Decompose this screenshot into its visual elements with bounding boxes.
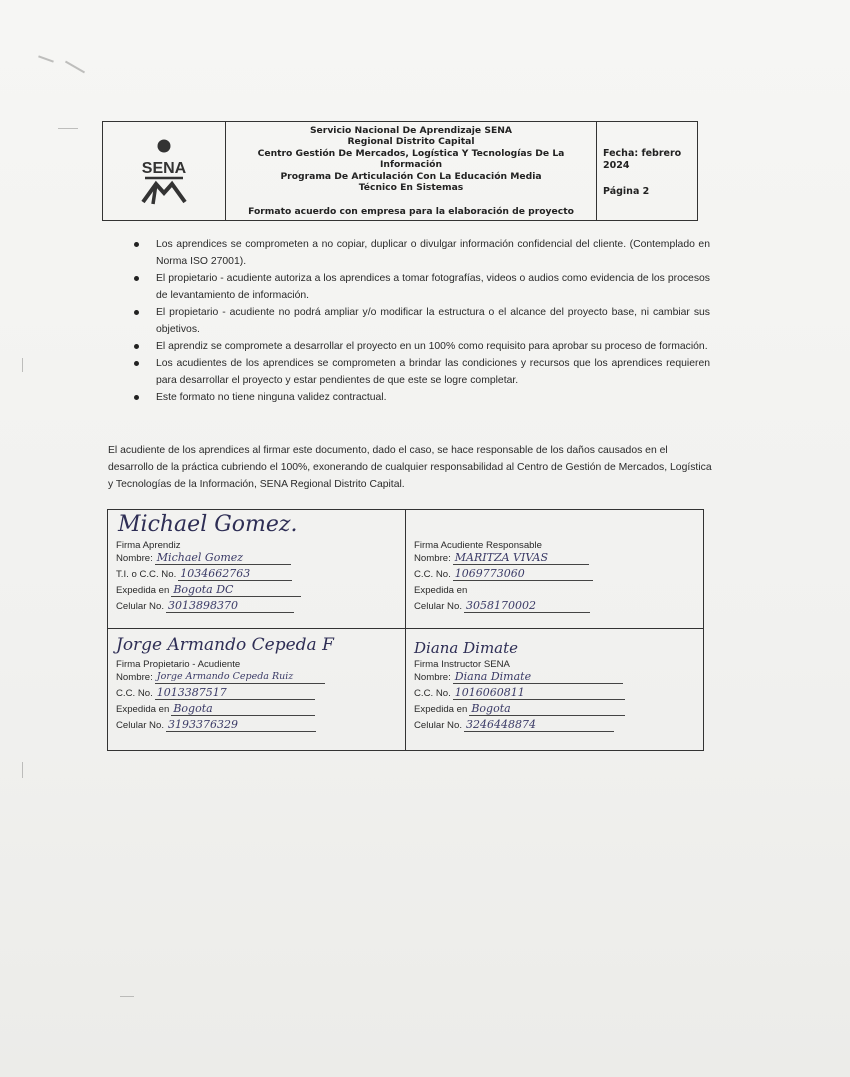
id-line: [116, 568, 292, 581]
phone-line: [414, 600, 590, 613]
scan-smudge: [38, 55, 54, 62]
phone-field: [464, 600, 590, 613]
phone-line: [414, 719, 614, 732]
name-label: Nombre:: [116, 672, 153, 683]
phone-field: [166, 600, 294, 613]
issued-label: Expedida en: [116, 704, 170, 715]
id-field: [453, 568, 593, 581]
date-label: Fecha: febrero: [603, 148, 682, 159]
issued-label: Expedida en: [116, 585, 170, 596]
phone-line: [116, 600, 294, 613]
phone-label: Celular No.: [414, 601, 462, 612]
id-label: T.I. o C.C. No.: [116, 569, 177, 580]
list-item-text: Los aprendices se comprometen a no copiar, duplicar o divulgar información confidencial del cliente. (Contemplado en Norma ISO 27001).: [156, 239, 710, 267]
id-line: [116, 687, 315, 700]
id-field: [155, 687, 315, 700]
id-label: C.C. No.: [414, 569, 451, 580]
list-item-text: El propietario - acudiente autoriza a los aprendices a tomar fotografías, videos o audios como evidencia de los procesos de levantamiento de información.: [156, 273, 710, 301]
handwritten-signature: Michael Gomez.: [118, 512, 298, 537]
bullet-icon: [134, 310, 139, 315]
scan-smudge: [58, 128, 78, 129]
list-item-text: El propietario - acudiente no podrá ampliar y/o modificar la estructura o el alcance del proyecto base, ni cambiar sus objetivos.: [156, 307, 710, 335]
id-value: 1013387517: [156, 686, 227, 699]
list-item-text: Los acudientes de los aprendices se comprometen a brindar las condiciones y recursos que los aprendices requieren para desarrollar el proyecto y estar pendientes de que este se logre completar.: [156, 358, 710, 386]
bullet-icon: [134, 276, 139, 281]
bullet-icon: [134, 361, 139, 366]
sena-logo: [103, 122, 226, 220]
issued-line: [414, 703, 625, 716]
name-line: [116, 552, 291, 565]
issued-label: Expedida en: [414, 585, 468, 596]
list-item-text: El aprendiz se compromete a desarrollar el proyecto en un 100% como requisito para aprobar su proceso de formación.: [156, 341, 708, 352]
issued-field: [469, 585, 595, 597]
institution-line: Técnico En Sistemas: [358, 182, 464, 194]
issued-value: Bogota DC: [173, 583, 234, 596]
institution-line: Programa De Articulación Con La Educación Media: [280, 170, 542, 182]
institution-line: Información: [379, 159, 443, 171]
list-item: [130, 270, 710, 304]
name-value: MARITZA VIVAS: [454, 551, 549, 564]
signature-cell-propietario: [108, 629, 406, 750]
issued-field: [171, 703, 315, 716]
list-item: [130, 389, 710, 406]
date-page-block: [597, 122, 697, 220]
name-field: [155, 552, 291, 565]
name-label: Nombre:: [414, 553, 451, 564]
id-line: [414, 687, 625, 700]
signature-caption: Firma Acudiente Responsable: [414, 540, 542, 551]
signature-caption: Firma Instructor SENA: [414, 659, 510, 670]
id-label: C.C. No.: [116, 688, 153, 699]
format-title: Formato acuerdo con empresa para la elaboración de proyecto: [248, 206, 574, 217]
handwritten-signature: Jorge Armando Cepeda F: [116, 635, 334, 655]
institution-line: Regional Distrito Capital: [347, 136, 475, 148]
commitments-list: [130, 236, 710, 406]
list-item-text: Este formato no tiene ninguna validez contractual.: [156, 392, 387, 403]
name-field: [453, 671, 623, 684]
phone-value: 3193376329: [168, 718, 238, 731]
scan-smudge: [65, 61, 85, 74]
id-line: [414, 568, 593, 581]
scan-smudge: [120, 996, 134, 997]
phone-label: Celular No.: [414, 720, 462, 731]
signature-cell-instructor: [406, 629, 703, 750]
institution-block: [226, 122, 597, 220]
signature-cell-acudiente: [406, 510, 703, 629]
logo-text: SENA: [141, 160, 187, 177]
id-value: 1034662763: [180, 567, 251, 580]
date-year: 2024: [603, 160, 630, 171]
id-label: C.C. No.: [414, 688, 451, 699]
name-line: [414, 552, 589, 565]
issued-field: [469, 703, 625, 716]
list-item: [130, 355, 710, 389]
issued-value: Bogota: [173, 702, 213, 715]
handwritten-signature: Diana Dimate: [414, 639, 519, 657]
issued-value: Bogota: [471, 702, 511, 715]
scan-smudge: [22, 358, 23, 372]
list-item: [130, 338, 710, 355]
sena-logo-icon: [103, 122, 225, 220]
name-label: Nombre:: [414, 672, 451, 683]
responsibility-paragraph: El acudiente de los aprendices al firmar este documento, dado el caso, se hace responsable de los daños causados en el desarrollo de la práctica cubriendo el 100%, exonerando de cualquier responsabilidad al Centro de Gestión de Mercados, Logística y Tecnologías de la Información, SENA Regional Distrito Capital.: [108, 445, 712, 490]
signature-caption: Firma Propietario - Acudiente: [116, 659, 241, 670]
signature-table: [107, 509, 704, 751]
phone-value: 3013898370: [168, 599, 238, 612]
phone-value: 3246448874: [466, 718, 536, 731]
name-label: Nombre:: [116, 553, 153, 564]
id-field: [178, 568, 292, 581]
name-value: Jorge Armando Cepeda Ruiz: [156, 671, 294, 682]
list-item: [130, 236, 710, 270]
issued-line: [116, 703, 315, 716]
name-value: Michael Gomez: [156, 551, 244, 564]
list-item: [130, 304, 710, 338]
signature-cell-aprendiz: [108, 510, 406, 629]
page-number: Página 2: [603, 186, 650, 197]
name-line: [116, 671, 325, 684]
id-value: 1016060811: [454, 686, 525, 699]
institution-line: Centro Gestión De Mercados, Logística Y Tecnologías De La: [257, 147, 565, 159]
phone-label: Celular No.: [116, 720, 164, 731]
name-line: [414, 671, 623, 684]
phone-label: Celular No.: [116, 601, 164, 612]
name-field: [155, 671, 325, 684]
id-value: 1069773060: [454, 567, 525, 580]
scan-smudge: [22, 762, 23, 778]
phone-value: 3058170002: [466, 599, 536, 612]
bullet-icon: [134, 242, 139, 247]
phone-line: [116, 719, 316, 732]
issued-field: [171, 584, 301, 597]
bullet-icon: [134, 395, 139, 400]
issued-line: [116, 584, 301, 597]
signature-caption: Firma Aprendiz: [116, 540, 181, 551]
issued-label: Expedida en: [414, 704, 468, 715]
name-value: Diana Dimate: [454, 670, 532, 683]
phone-field: [166, 719, 316, 732]
issued-line: [414, 584, 595, 597]
institution-line: Servicio Nacional De Aprendizaje SENA: [309, 125, 513, 136]
bullet-icon: [134, 344, 139, 349]
name-field: [453, 552, 589, 565]
phone-field: [464, 719, 614, 732]
document-header: [102, 121, 698, 221]
id-field: [453, 687, 625, 700]
